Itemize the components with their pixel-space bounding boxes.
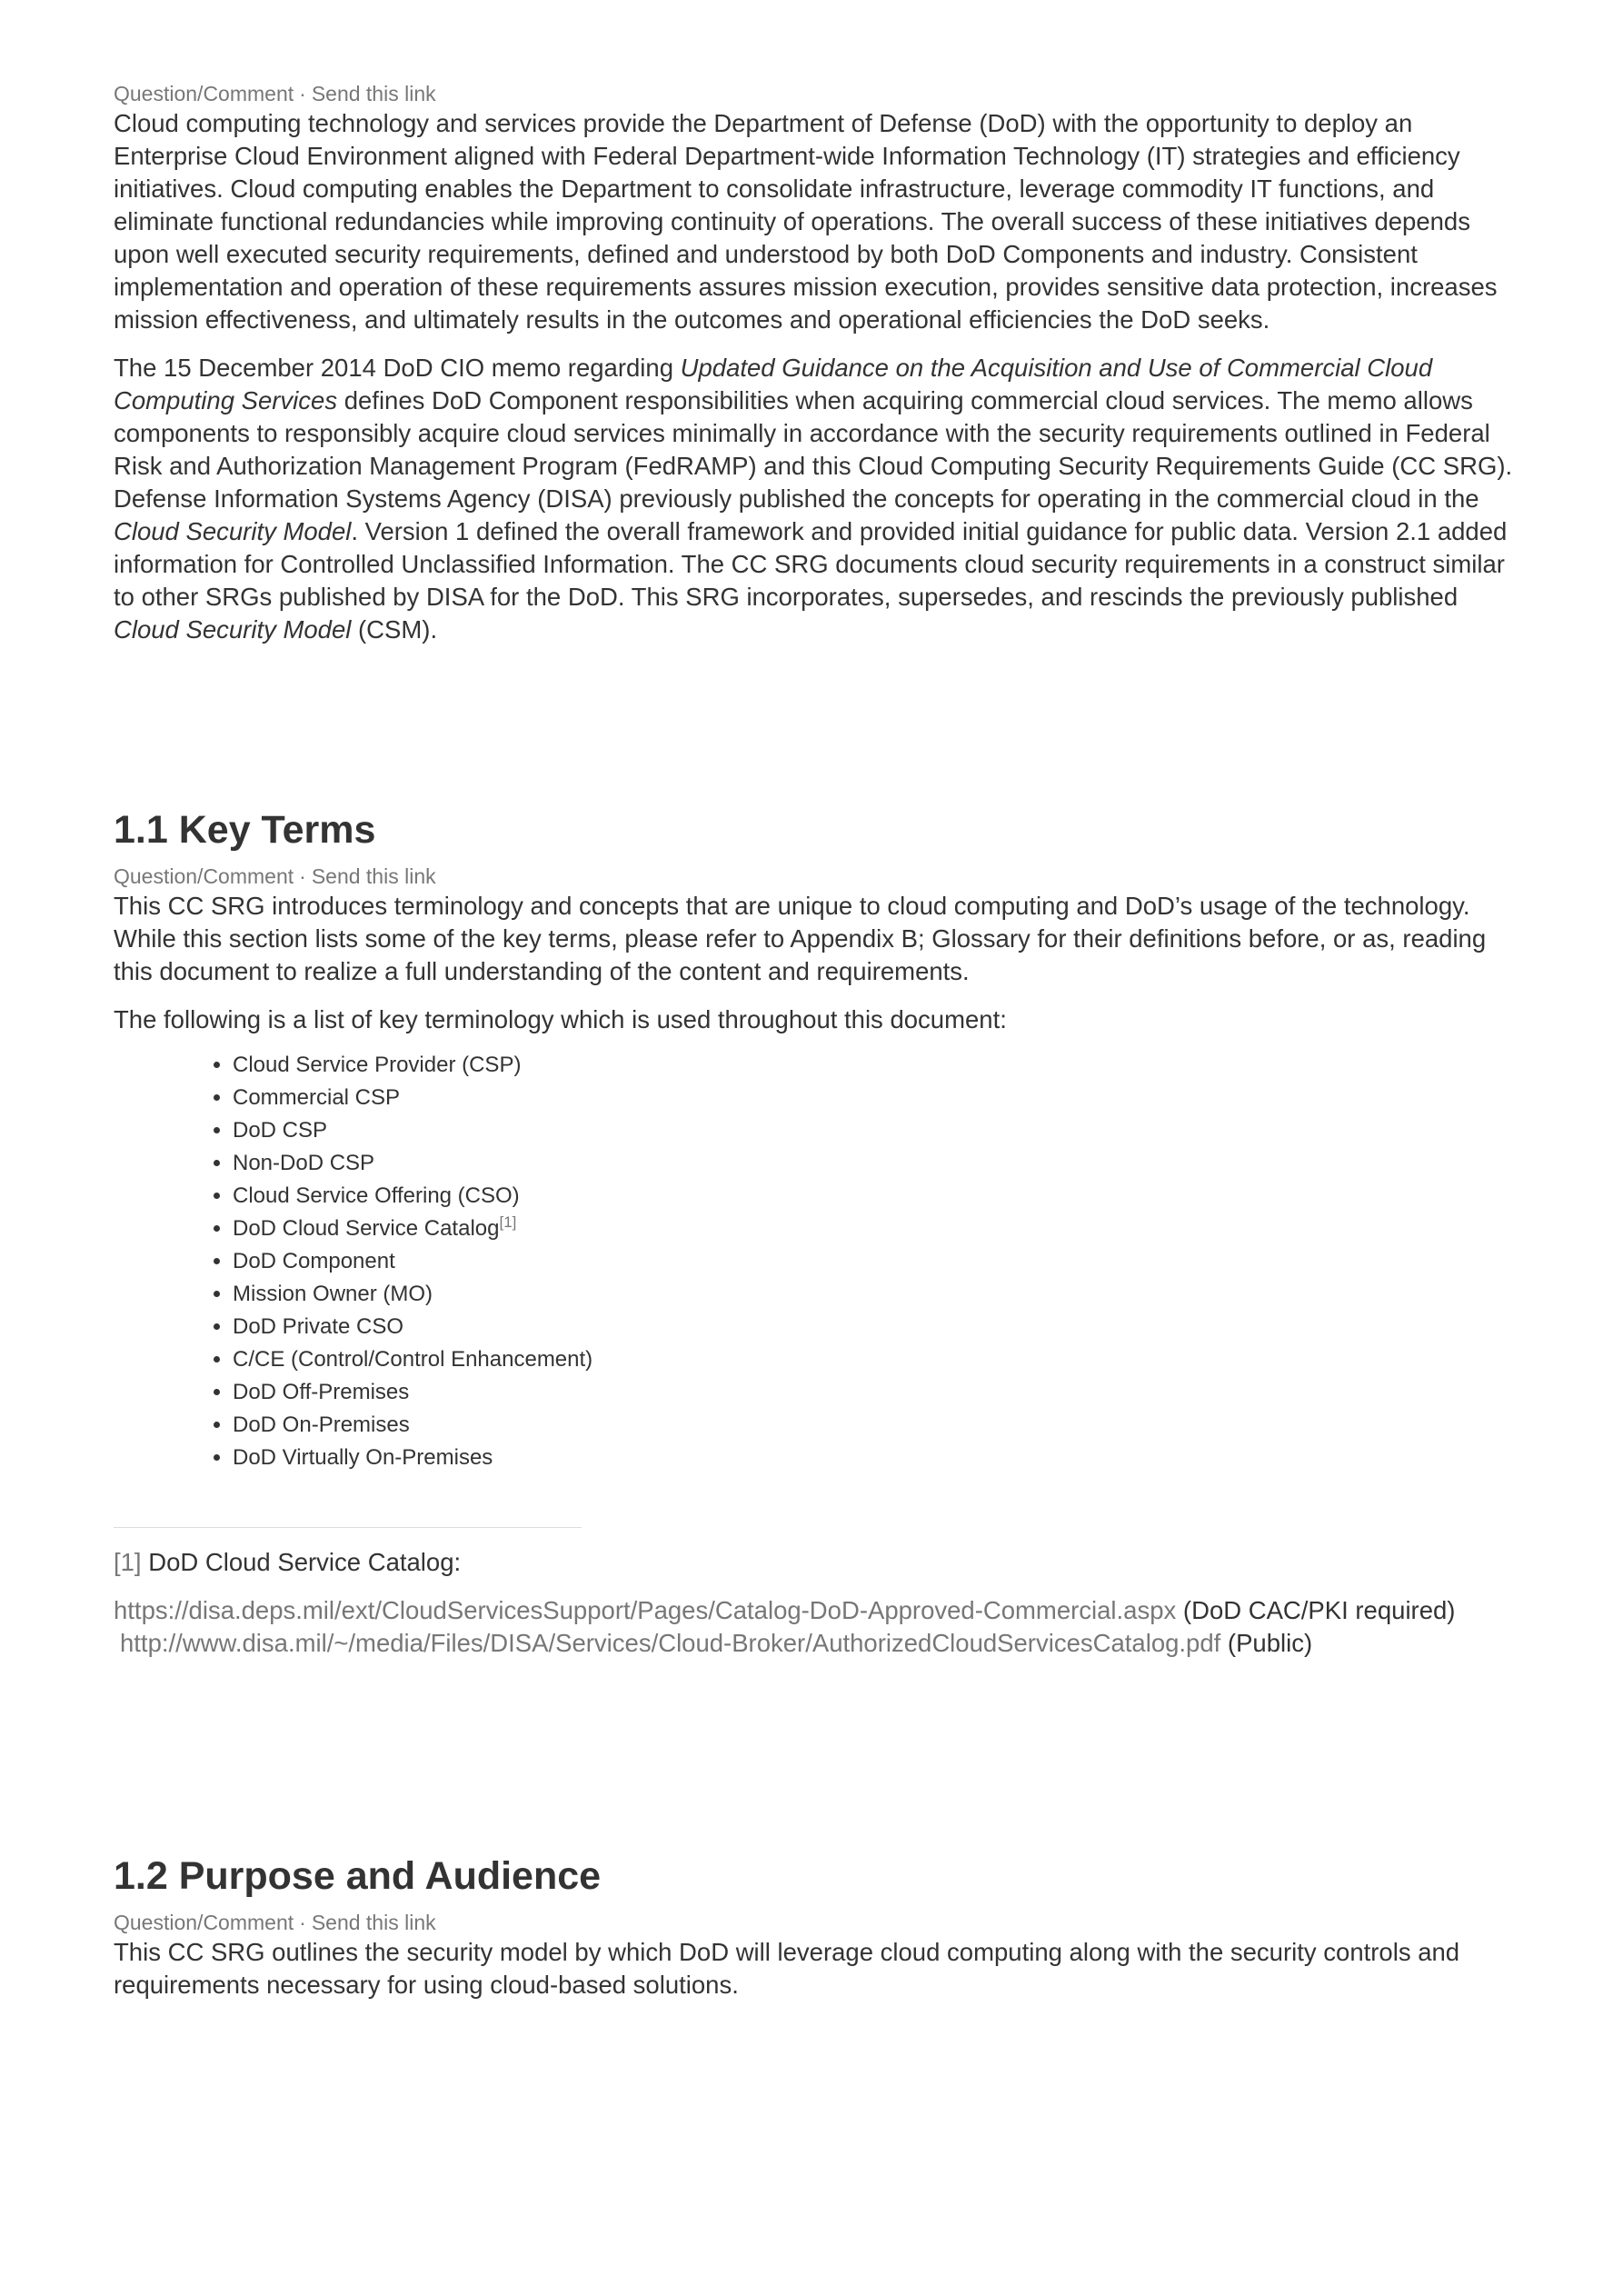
meta-separator: ·	[299, 1911, 306, 1934]
purpose-meta-links	[114, 1909, 1518, 1936]
list-item: • DoD On-Premises	[233, 1409, 1518, 1442]
send-this-link[interactable]: Send this link	[311, 864, 436, 888]
meta-separator: ·	[299, 864, 306, 888]
list-item: • DoD Private CSO	[233, 1311, 1518, 1343]
footnote-link-row-2	[114, 1627, 1518, 1660]
list-item	[233, 1213, 1518, 1245]
meta-separator: ·	[299, 82, 306, 105]
send-this-link[interactable]: Send this link	[311, 1911, 436, 1934]
footnote-divider	[114, 1527, 582, 1528]
list-item: • DoD Off-Premises	[233, 1376, 1518, 1409]
catalog-link-public-note: (Public)	[1220, 1629, 1313, 1657]
footnote-number[interactable]: [1]	[114, 1548, 142, 1576]
list-item: • DoD Component	[233, 1245, 1518, 1278]
list-item: • DoD Virtually On-Premises	[233, 1442, 1518, 1474]
csm-title-1: Cloud Security Model	[114, 517, 352, 545]
list-item: • Cloud Service Provider (CSP)	[233, 1049, 1518, 1082]
list-item: • Mission Owner (MO)	[233, 1278, 1518, 1311]
question-comment-link[interactable]: Question/Comment	[114, 1911, 294, 1934]
footnote-title	[114, 1546, 1518, 1579]
list-item: • Commercial CSP	[233, 1082, 1518, 1114]
send-this-link[interactable]: Send this link	[311, 82, 436, 105]
key-terms-paragraph-1: This CC SRG introduces terminology and concepts that are unique to cloud computing and DoD’s usage of the technology. While this section lists some of the key terms, please refer to Appendix B; Glossary for their definitions before, or as, reading this document to realize a full understanding of the content and requirements.	[114, 892, 1487, 985]
key-terms-meta-links	[114, 863, 1518, 890]
intro-p2-text-a: The 15 December 2014 DoD CIO memo regarding	[114, 354, 681, 382]
intro-p2-text-d: (CSM).	[351, 615, 438, 644]
key-terms-list	[114, 1049, 1518, 1474]
list-item: • C/CE (Control/Control Enhancement)	[233, 1343, 1518, 1376]
catalog-link-public[interactable]: http://www.disa.mil/~/media/Files/DISA/Services/Cloud-Broker/AuthorizedCloudServicesCatalog.pdf	[120, 1629, 1221, 1657]
key-terms-paragraph-2: The following is a list of key terminology which is used throughout this document:	[114, 1005, 1007, 1033]
memo-title: Updated Guidance on the Acquisition and Use of Commercial Cloud Computing Services	[114, 354, 1433, 414]
intro-p2-text-c: . Version 1 defined the overall framework and provided initial guidance for public data. Version 2.1 added information for Controlled Unclassified Information. The CC SRG documents cloud security requirements in a construct similar to other SRGs published by DISA for the DoD. This SRG incorporates, supersedes, and rescinds the previously published	[114, 517, 1508, 611]
section-heading-key-terms: 1.1 Key Terms	[114, 808, 376, 852]
list-item: • Cloud Service Offering (CSO)	[233, 1180, 1518, 1213]
list-item: • DoD CSP	[233, 1114, 1518, 1147]
section-heading-purpose-audience: 1.2 Purpose and Audience	[114, 1854, 602, 1898]
catalog-link-cac[interactable]: https://disa.deps.mil/ext/CloudServicesSupport/Pages/Catalog-DoD-Approved-Commercial.aspx	[114, 1596, 1177, 1624]
intro-meta-links	[114, 80, 1518, 107]
footnote-link-row-1	[114, 1594, 1518, 1627]
purpose-paragraph-1: This CC SRG outlines the security model by which DoD will leverage cloud computing along with the security controls and requirements necessary for using cloud-based solutions.	[114, 1938, 1460, 1999]
document-page	[114, 80, 1518, 2017]
intro-paragraph-1: Cloud computing technology and services provide the Department of Defense (DoD) with the opportunity to deploy an Enterprise Cloud Environment aligned with Federal Department-wide Information Technology (IT) strategies and efficiency initiatives. Cloud computing enables the Department to consolidate infrastructure, leverage commodity IT functions, and eliminate functional redundancies while improving continuity of operations. The overall success of these initiatives depends upon well executed security requirements, defined and understood by both DoD Components and industry. Consistent implementation and operation of these requirements assures mission execution, provides sensitive data protection, increases mission effectiveness, and ultimately results in the outcomes and operational efficiencies the DoD seeks.	[114, 109, 1498, 334]
intro-paragraph-2	[114, 352, 1518, 646]
csm-title-2: Cloud Security Model	[114, 615, 352, 644]
catalog-link-cac-note: (DoD CAC/PKI required)	[1176, 1596, 1456, 1624]
question-comment-link[interactable]: Question/Comment	[114, 864, 294, 888]
footnote-links	[114, 1594, 1518, 1660]
list-item: • Non-DoD CSP	[233, 1147, 1518, 1180]
intro-p2-text-b: defines DoD Component responsibilities when acquiring commercial cloud services. The memo allows components to responsibly acquire cloud services minimally in accordance with the security requirements outlined in Federal Risk and Authorization Management Program (FedRAMP) and this Cloud Computing Security Requirements Guide (CC SRG). Defense Information Systems Agency (DISA) previously published the concepts for operating in the commercial cloud in the	[114, 386, 1513, 513]
question-comment-link[interactable]: Question/Comment	[114, 82, 294, 105]
list-item-label: DoD Cloud Service Catalog	[233, 1216, 500, 1241]
footnote-title-text: DoD Cloud Service Catalog:	[141, 1548, 462, 1576]
footnote-reference-1[interactable]: [1]	[499, 1213, 517, 1231]
